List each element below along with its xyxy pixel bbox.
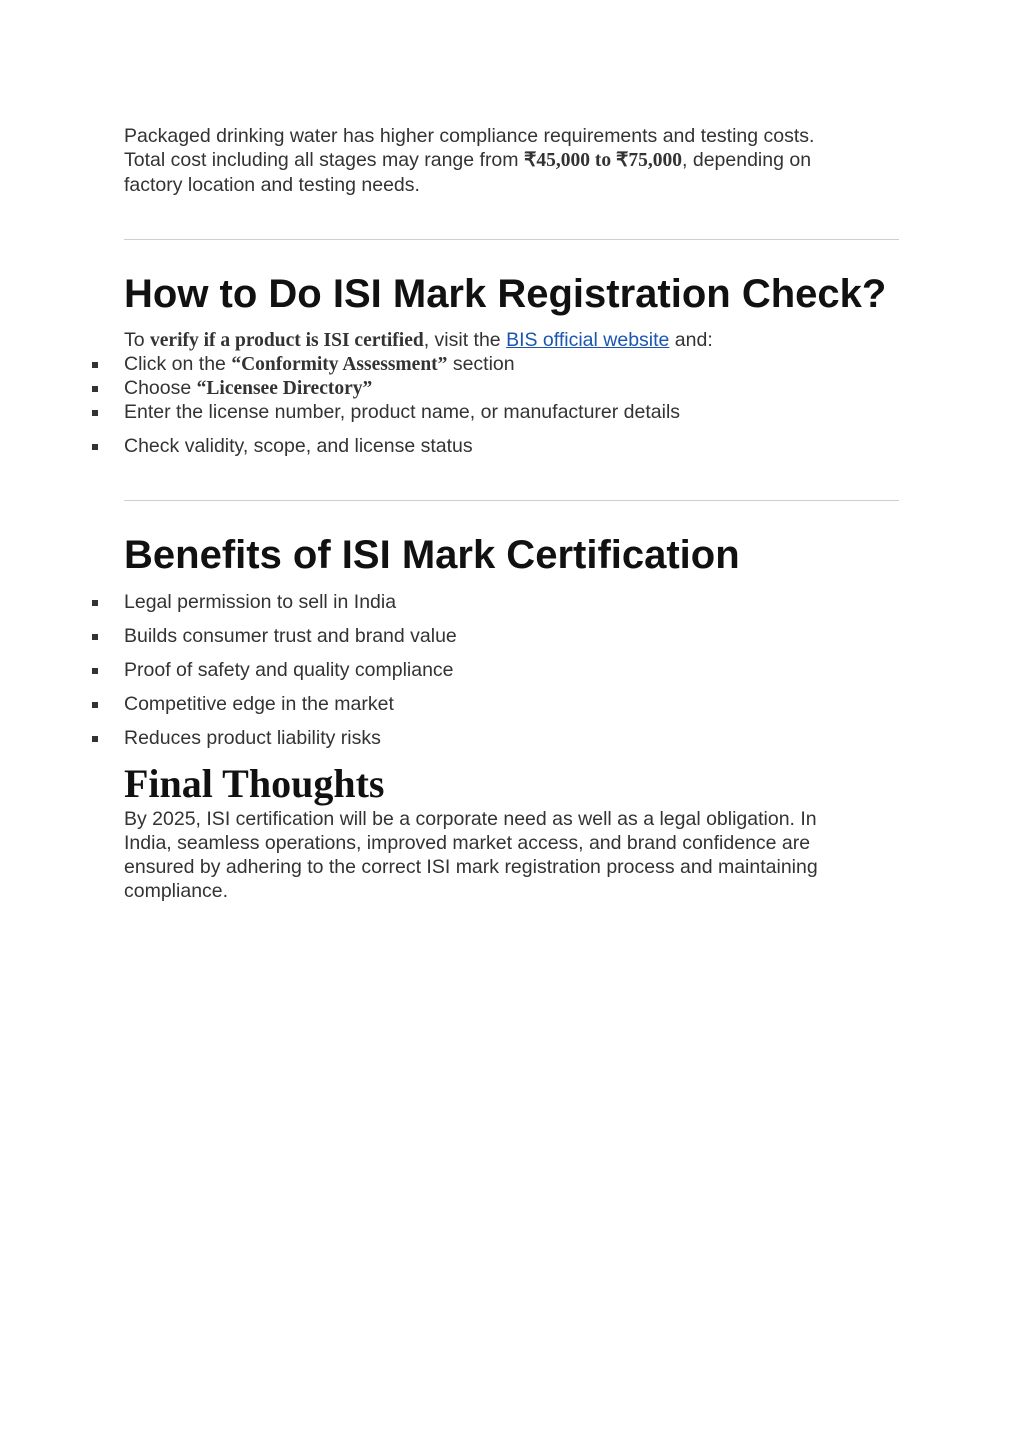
intro-paragraph <box>124 124 899 197</box>
check-intro-mid: , visit the <box>423 329 507 351</box>
bullet-icon <box>92 726 100 750</box>
check-step-bold: “Conformity Assessment” <box>231 354 448 375</box>
final-line: By 2025, ISI certification will be a corporate need as well as a legal obligation. In <box>124 808 817 830</box>
check-step-bold: “Licensee Directory” <box>196 378 373 399</box>
check-intro-prefix: To <box>124 329 151 351</box>
check-step-item <box>124 400 680 424</box>
check-intro-line <box>124 328 713 353</box>
bullet-icon <box>92 400 100 424</box>
benefits-section-heading: Benefits of ISI Mark Certification <box>124 533 740 577</box>
bis-website-link[interactable]: BIS official website <box>506 329 670 351</box>
intro-line-3: factory location and testing needs. <box>124 174 420 196</box>
check-step-text: Click on the <box>124 353 232 375</box>
cost-range: ₹45,000 to ₹75,000 <box>523 150 683 171</box>
final-line: India, seamless operations, improved market access, and brand confidence are <box>124 832 811 854</box>
section-divider <box>124 500 899 501</box>
check-step-suffix: section <box>447 353 515 375</box>
bullet-icon <box>92 376 100 400</box>
final-line: ensured by adhering to the correct ISI mark registration process and maintaining <box>124 856 818 878</box>
check-intro-suffix: and: <box>669 329 713 351</box>
benefit-item: Reduces product liability risks <box>124 727 381 749</box>
final-line: compliance. <box>124 880 229 902</box>
check-step-item <box>124 434 473 458</box>
check-step-text: Check validity, scope, and license status <box>124 435 473 457</box>
bullet-icon <box>92 658 100 682</box>
check-step-item <box>124 376 372 401</box>
check-step-item <box>124 352 515 377</box>
section-divider <box>124 239 899 240</box>
check-section-heading: How to Do ISI Mark Registration Check? <box>124 272 887 316</box>
check-step-text: Choose <box>124 377 197 399</box>
intro-cost-suffix: , depending on <box>682 149 812 171</box>
final-thoughts-paragraph <box>124 807 899 903</box>
benefit-item: Competitive edge in the market <box>124 693 394 715</box>
bullet-icon <box>92 624 100 648</box>
benefit-item: Builds consumer trust and brand value <box>124 625 457 647</box>
bullet-icon <box>92 352 100 376</box>
check-step-text: Enter the license number, product name, or manufacturer details <box>124 401 681 423</box>
check-intro-bold: verify if a product is ISI certified <box>150 330 424 351</box>
intro-cost-prefix: Total cost including all stages may range from <box>124 149 524 171</box>
benefit-item: Legal permission to sell in India <box>124 591 397 613</box>
bullet-icon <box>92 434 100 458</box>
intro-line-1: Packaged drinking water has higher compliance requirements and testing costs. <box>124 125 815 147</box>
bullet-icon <box>92 590 100 614</box>
intro-line-2 <box>124 148 899 173</box>
benefit-item: Proof of safety and quality compliance <box>124 659 454 681</box>
bullet-icon <box>92 692 100 716</box>
final-thoughts-heading: Final Thoughts <box>124 761 385 806</box>
